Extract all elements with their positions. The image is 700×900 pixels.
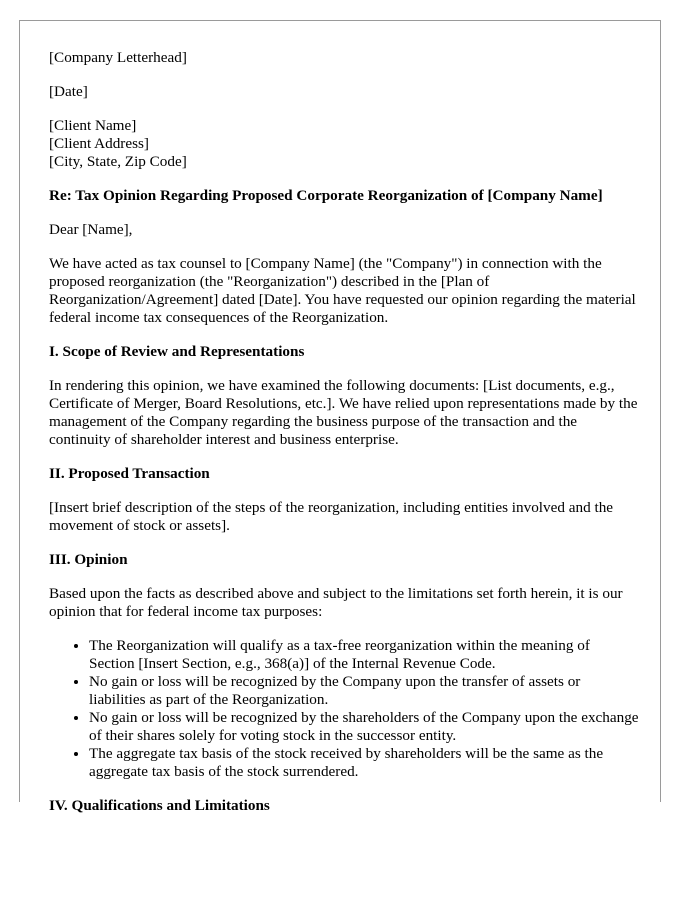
section-body-transaction: [Insert brief description of the steps of the reorganization, including entities involved and the movement of stock or assets].	[49, 499, 614, 534]
client-city-state-zip: [City, State, Zip Code]	[49, 153, 187, 170]
list-item: • No gain or loss will be recognized by the shareholders of the Company upon the exchange of their shares solely for voting stock in the successor entity.	[89, 709, 639, 745]
section-body-opinion: Based upon the facts as described above and subject to the limitations set forth herein, it is our opinion that for federal income tax purposes:	[49, 585, 623, 620]
recipient-address	[49, 117, 639, 171]
opinion-list	[49, 637, 639, 781]
list-item: • The aggregate tax basis of the stock received by shareholders will be the same as the aggregate tax basis of the stock surrendered.	[89, 745, 639, 781]
section-heading-scope: I. Scope of Review and Representations	[49, 343, 305, 360]
letter-date: [Date]	[49, 83, 88, 100]
section-heading-transaction: II. Proposed Transaction	[49, 465, 210, 482]
list-item: • The Reorganization will qualify as a tax-free reorganization within the meaning of Section [Insert Section, e.g., 368(a)] of the Internal Revenue Code.	[89, 637, 639, 673]
intro-paragraph: We have acted as tax counsel to [Company Name] (the "Company") in connection with the proposed reorganization (the "Reorganization") described in the [Plan of Reorganization/Agreement] dated [Date]. You have requested our opinion regarding the material federal income tax consequences of the Reorganization.	[49, 255, 636, 326]
letter-body	[49, 49, 639, 831]
document-page	[19, 20, 661, 814]
letterhead: [Company Letterhead]	[49, 49, 187, 66]
section-heading-opinion: III. Opinion	[49, 551, 128, 568]
section-heading-qualifications: IV. Qualifications and Limitations	[49, 797, 270, 814]
client-name: [Client Name]	[49, 117, 137, 134]
salutation: Dear [Name],	[49, 221, 133, 238]
client-address: [Client Address]	[49, 135, 149, 152]
subject-line: Re: Tax Opinion Regarding Proposed Corporate Reorganization of [Company Name]	[49, 187, 603, 204]
list-item: • No gain or loss will be recognized by the Company upon the transfer of assets or liabilities as part of the Reorganization.	[89, 673, 639, 709]
section-body-scope: In rendering this opinion, we have examined the following documents: [List documents, e.g., Certificate of Merger, Board Resolutions, etc.]. We have relied upon representations made by the management of the Company regarding the business purpose of the transaction and the continuity of shareholder interest and business enterprise.	[49, 377, 638, 448]
